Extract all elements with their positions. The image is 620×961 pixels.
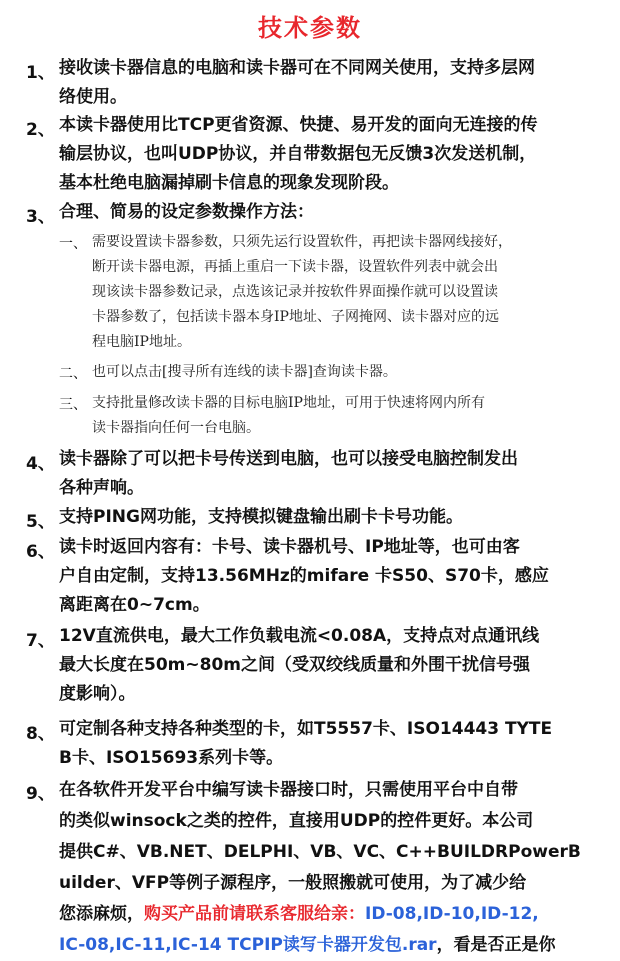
page-title: 技术参数: [258, 14, 362, 42]
item-text: [59, 503, 599, 532]
item-text: [59, 111, 599, 198]
item-text: [59, 533, 599, 620]
item-line-text: 您添麻烦，: [59, 904, 144, 924]
item-line: B卡、ISO15693系列卡等。: [59, 748, 284, 768]
item-text: [59, 445, 599, 503]
sub-item-line: 读卡器指向任何一台电脑。: [92, 420, 260, 436]
item-line: 的类似winsock之类的控件，直接用UDP的控件更好。本公司: [59, 811, 534, 831]
item-line: 输层协议，也叫UDP协议，并自带数据包无反馈3次发送机制，: [59, 144, 537, 164]
sub-item-line: 也可以点击[搜寻所有连线的读卡器]查询读卡器。: [92, 364, 397, 380]
item-line: 读卡器除了可以把卡号传送到电脑，也可以接受电脑控制发出: [59, 449, 518, 469]
item-line: 读卡时返回内容有：卡号、读卡器机号、IP地址等，也可由客: [59, 537, 520, 557]
sub-item-number: 一、: [59, 236, 87, 252]
product-link[interactable]: ID-08,ID-10,ID-12,: [365, 904, 539, 924]
sub-item-line: 断开读卡器电源，再插上重启一下读卡器，设置软件列表中就会出: [92, 259, 498, 275]
item-line: 各种声响。: [59, 478, 144, 498]
sub-item-text: [92, 391, 592, 441]
item-line: 接收读卡器信息的电脑和读卡器可在不同网关使用，支持多层网: [59, 58, 535, 78]
item-text: [59, 715, 599, 773]
item-number: 4、: [26, 454, 55, 474]
item-line: 户自由定制，支持13.56MHz的mifare 卡S50、S70卡，感应: [59, 566, 549, 586]
item-line: 度影响）。: [59, 684, 136, 704]
item-text: [59, 622, 599, 709]
item-line: 络使用。: [59, 87, 127, 107]
sub-item-line: 需要设置读卡器参数，只须先运行设置软件，再把读卡器网线接好，: [92, 234, 512, 250]
item-line: uilder、VFP等例子源程序，一般照搬就可使用，为了减少给: [59, 873, 527, 893]
item-line: 在各软件开发平台中编写读卡器接口时，只需使用平台中自带: [59, 780, 518, 800]
sub-item-line: 现该读卡器参数记录，点选该记录并按软件界面操作就可以设置读: [92, 284, 498, 300]
item-number: 6、: [26, 542, 55, 562]
item-line: 最大长度在50m~80m之间（受双绞线质量和外围干扰信号强: [59, 655, 530, 675]
item-line: 基本杜绝电脑漏掉刷卡信息的现象发现阶段。: [59, 173, 399, 193]
item-number: 2、: [26, 120, 55, 140]
item-line: 本读卡器使用比TCP更省资源、快捷、易开发的面向无连接的传: [59, 115, 538, 135]
item-line-contact: [59, 899, 599, 930]
item-line-package: [59, 930, 599, 961]
item-line-text: ，看是否正是你: [436, 935, 556, 955]
item-line: 合理、简易的设定参数操作方法：: [59, 202, 314, 222]
item-line: 支持PING网功能，支持模拟键盘输出刷卡卡号功能。: [59, 507, 463, 527]
sub-item-line: 卡器参数了，包括读卡器本身IP地址、子网掩网、读卡器对应的远: [92, 309, 499, 325]
sub-item-line: 支持批量修改读卡器的目标电脑IP地址，可用于快速将网内所有: [92, 395, 485, 411]
item-number: 9、: [26, 784, 55, 804]
sub-item-number: 三、: [59, 397, 87, 413]
item-line: 12V直流供电，最大工作负载电流<0.08A，支持点对点通讯线: [59, 626, 540, 646]
item-line: 可定制各种支持各种类型的卡，如T5557卡、ISO14443 TYTE: [59, 719, 553, 739]
item-text: [59, 54, 599, 112]
item-line: 离距离在0~7cm。: [59, 595, 210, 615]
item-text: [59, 775, 599, 961]
item-number: 1、: [26, 63, 55, 83]
item-number: 8、: [26, 724, 55, 744]
item-number: 3、: [26, 207, 55, 227]
contact-notice: 购买产品前请联系客服给亲：: [144, 904, 365, 924]
sub-item-text: [92, 360, 592, 385]
sub-item-text: [92, 230, 592, 355]
item-text: [59, 198, 599, 227]
package-link[interactable]: IC-08,IC-11,IC-14 TCPIP读写卡器开发包.rar: [59, 935, 437, 955]
sub-item-line: 程电脑IP地址。: [92, 334, 191, 350]
sub-item-number: 二、: [59, 366, 87, 382]
item-number: 7、: [26, 631, 55, 651]
item-line: 提供C#、VB.NET、DELPHI、VB、VC、C++BUILDRPowerB: [59, 842, 581, 862]
item-number: 5、: [26, 512, 55, 532]
